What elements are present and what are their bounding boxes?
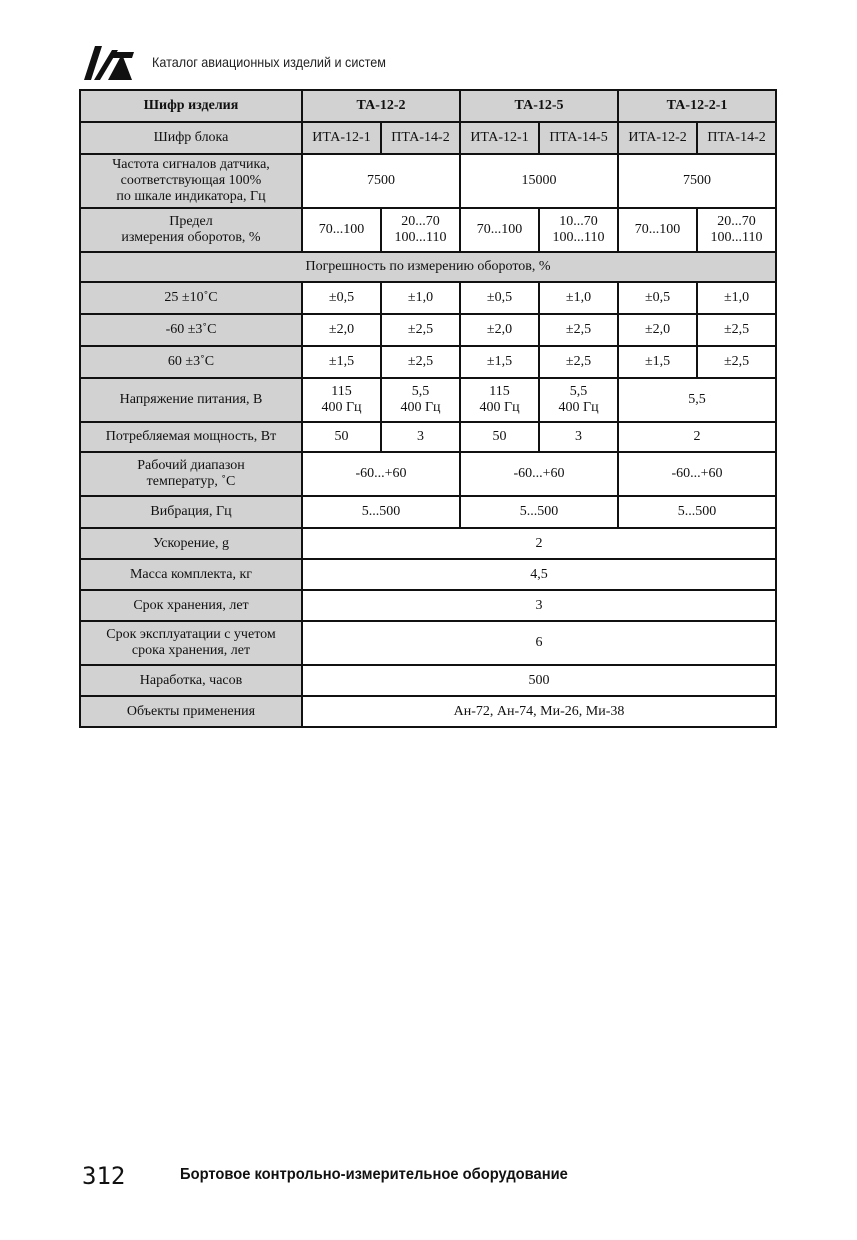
table-cell: 7500 — [618, 154, 776, 208]
table-cell: ±2,0 — [302, 314, 381, 346]
table-cell: 115 400 Гц — [302, 378, 381, 422]
table-cell: 2 — [302, 528, 776, 559]
table-cell: 50 — [460, 422, 539, 452]
voltage-label: Напряжение питания, В — [80, 378, 302, 422]
page-number: 312 — [82, 1162, 126, 1190]
service-label: Срок эксплуатации с учетом срока хранения, лет — [80, 621, 302, 665]
storage-label: Срок хранения, лет — [80, 590, 302, 621]
table-cell: 3 — [539, 422, 618, 452]
table-row — [80, 696, 776, 727]
table-cell: 5,5 400 Гц — [381, 378, 460, 422]
table-cell: 4,5 — [302, 559, 776, 590]
mass-label: Масса комплекта, кг — [80, 559, 302, 590]
table-cell: 7500 — [302, 154, 460, 208]
table-cell: ±2,5 — [539, 314, 618, 346]
table-cell: ±2,5 — [539, 346, 618, 378]
table-cell: 3 — [302, 590, 776, 621]
catalog-title: Каталог авиационных изделий и систем — [152, 54, 386, 70]
table-cell: 115 400 Гц — [460, 378, 539, 422]
table-cell: 2 — [618, 422, 776, 452]
error-label: -60 ±3˚С — [80, 314, 302, 346]
table-row — [80, 559, 776, 590]
table-row — [80, 665, 776, 696]
section-title: Бортовое контрольно-измерительное оборудование — [180, 1166, 568, 1183]
table-cell: ±1,0 — [697, 282, 776, 314]
block-label: Шифр блока — [80, 122, 302, 154]
block-cell: ИТА-12-2 — [618, 122, 697, 154]
table-cell: 500 — [302, 665, 776, 696]
table-cell: ±1,0 — [539, 282, 618, 314]
table-row — [80, 496, 776, 528]
table-row — [80, 122, 776, 154]
table-cell: 50 — [302, 422, 381, 452]
table-cell: -60...+60 — [302, 452, 460, 496]
table-row — [80, 282, 776, 314]
temp-label: Рабочий диапазон температур, ˚С — [80, 452, 302, 496]
table-row — [80, 528, 776, 559]
table-cell: 5...500 — [302, 496, 460, 528]
table-cell: 20...70 100...110 — [697, 208, 776, 252]
table-cell: ±2,5 — [697, 314, 776, 346]
table-cell: 5,5 400 Гц — [539, 378, 618, 422]
table-cell: ±0,5 — [618, 282, 697, 314]
table-row — [80, 314, 776, 346]
table-cell: 3 — [381, 422, 460, 452]
table-cell: 70...100 — [302, 208, 381, 252]
table-cell: 5,5 — [618, 378, 776, 422]
error-label: 25 ±10˚С — [80, 282, 302, 314]
block-cell: ПТА-14-2 — [381, 122, 460, 154]
freq-label: Частота сигналов датчика, соответствующая 100% по шкале индикатора, Гц — [80, 154, 302, 208]
table-row — [80, 621, 776, 665]
block-cell: ИТА-12-1 — [460, 122, 539, 154]
table-cell: ±1,5 — [460, 346, 539, 378]
objects-label: Объекты применения — [80, 696, 302, 727]
table-cell: ±2,0 — [618, 314, 697, 346]
table-cell: ±2,5 — [381, 314, 460, 346]
table-cell: ±1,0 — [381, 282, 460, 314]
table-cell: Ан-72, Ан-74, Ми-26, Ми-38 — [302, 696, 776, 727]
block-cell: ПТА-14-5 — [539, 122, 618, 154]
product-header: ТА-12-2 — [302, 90, 460, 122]
table-row — [80, 590, 776, 621]
block-cell: ИТА-12-1 — [302, 122, 381, 154]
block-cell: ПТА-14-2 — [697, 122, 776, 154]
logo-icon — [82, 44, 134, 82]
table-row — [80, 422, 776, 452]
table-cell: 6 — [302, 621, 776, 665]
table-row — [80, 378, 776, 422]
vibration-label: Вибрация, Гц — [80, 496, 302, 528]
runtime-label: Наработка, часов — [80, 665, 302, 696]
table-cell: 5...500 — [460, 496, 618, 528]
table-cell: ±0,5 — [302, 282, 381, 314]
page-header — [82, 44, 782, 84]
row-header-label: Шифр изделия — [80, 90, 302, 122]
table-cell: ±1,5 — [618, 346, 697, 378]
table-cell: 20...70 100...110 — [381, 208, 460, 252]
table-cell: 15000 — [460, 154, 618, 208]
table-cell: ±2,5 — [697, 346, 776, 378]
table-cell: 70...100 — [460, 208, 539, 252]
table-row — [80, 452, 776, 496]
table-cell: 5...500 — [618, 496, 776, 528]
power-label: Потребляемая мощность, Вт — [80, 422, 302, 452]
table-cell: 10...70 100...110 — [539, 208, 618, 252]
acceleration-label: Ускорение, g — [80, 528, 302, 559]
table-cell: ±0,5 — [460, 282, 539, 314]
range-label: Предел измерения оборотов, % — [80, 208, 302, 252]
table-cell: -60...+60 — [618, 452, 776, 496]
table-row — [80, 90, 776, 122]
table-row — [80, 346, 776, 378]
table-cell: ±1,5 — [302, 346, 381, 378]
specifications-table — [79, 89, 777, 728]
table-cell: ±2,0 — [460, 314, 539, 346]
product-header: ТА-12-5 — [460, 90, 618, 122]
error-label: 60 ±3˚С — [80, 346, 302, 378]
product-header: ТА-12-2-1 — [618, 90, 776, 122]
table-cell: ±2,5 — [381, 346, 460, 378]
table-row — [80, 154, 776, 208]
table-cell: 70...100 — [618, 208, 697, 252]
error-section-title: Погрешность по измерению оборотов, % — [80, 252, 776, 282]
table-cell: -60...+60 — [460, 452, 618, 496]
table-row — [80, 252, 776, 282]
table-row — [80, 208, 776, 252]
